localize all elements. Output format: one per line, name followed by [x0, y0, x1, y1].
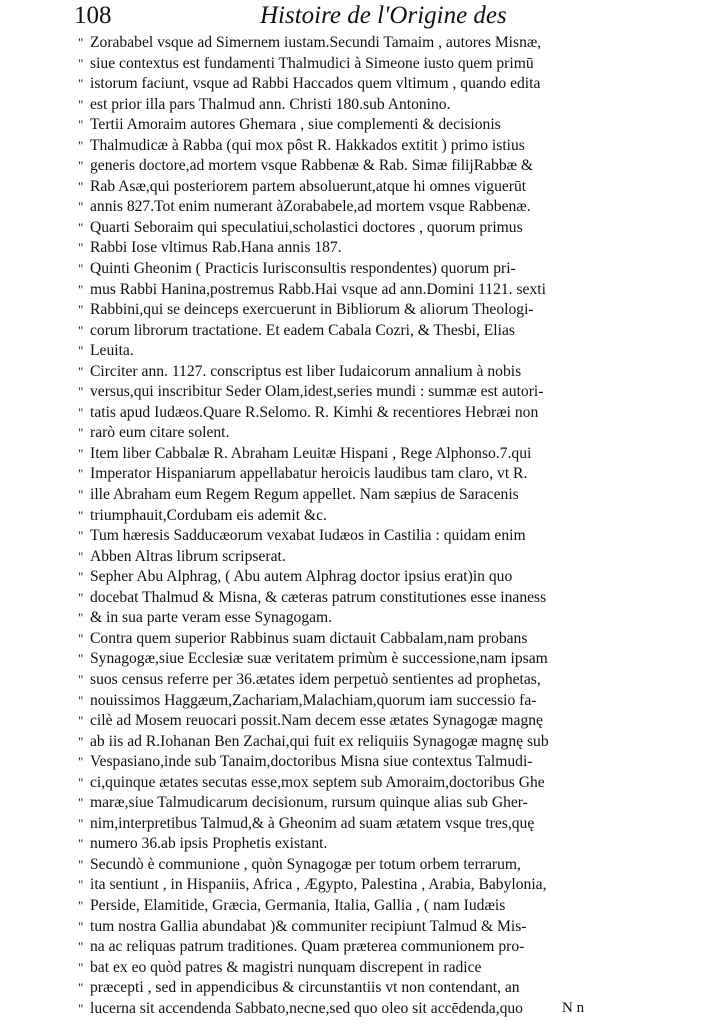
text-line: [78, 444, 618, 465]
text-line: [78, 423, 618, 444]
text-line: [78, 834, 618, 855]
line-text: Rabbini,qui se deinceps exercuerunt in Bibliorum & aliorum Theologi-: [90, 301, 534, 319]
quote-mark: ": [78, 630, 84, 646]
text-line: [78, 136, 618, 157]
quote-mark: ": [78, 939, 84, 955]
text-line: [78, 74, 618, 95]
page-number: 108: [74, 2, 112, 29]
line-text: ille Abraham eum Regem Regum appellet. Nam sæpius de Saracenis: [90, 486, 519, 504]
text-line: [78, 752, 618, 773]
text-line: [78, 958, 618, 979]
quote-mark: ": [78, 425, 84, 441]
quote-mark: ": [78, 877, 84, 893]
quote-mark: ": [78, 219, 84, 235]
text-line: [78, 793, 618, 814]
line-text: nim,interpretibus Talmud,& à Gheonim ad suam ætatem vsque tres,quę: [90, 814, 535, 832]
text-line: [78, 259, 618, 280]
text-line: [78, 567, 618, 588]
quote-mark: ": [78, 589, 84, 605]
text-line: [78, 95, 618, 116]
line-text: tum nostra Gallia abundabat )& communiter recipiunt Talmud & Mis-: [90, 917, 527, 935]
quote-mark: ": [78, 343, 84, 359]
quote-mark: ": [78, 569, 84, 585]
text-line: [78, 218, 618, 239]
line-text: maræ,siue Talmudicarum decisionum, rursum quinque alias sub Gher-: [90, 794, 528, 812]
line-text: istorum faciunt, vsque ad Rabbi Haccados quem vltimum , quando edita: [90, 75, 541, 93]
text-line: [78, 177, 618, 198]
line-text: Tum hæresis Sadducæorum vexabat Iudæos in Castilia : quidam enim: [90, 527, 526, 545]
text-line: [78, 547, 618, 568]
quote-mark: ": [78, 507, 84, 523]
quote-mark: ": [78, 959, 84, 975]
text-line: [78, 54, 618, 75]
quote-mark: ": [78, 35, 84, 50]
line-text: bat ex eo quòd patres & magistri nunquam discrepent in radice: [90, 958, 482, 976]
text-line: [78, 691, 618, 712]
line-text: mus Rabbi Hanina,postremus Rabb.Hai vsque ad ann.Domini 1121. sexti: [90, 280, 546, 298]
text-line: [78, 362, 618, 383]
line-text: Quarti Seboraim qui speculatiui,scholastici doctores , quorum primus: [90, 218, 523, 236]
text-line: [78, 115, 618, 136]
line-text: Vespasiano,inde sub Tanaim,doctoribus Misna siue contextus Talmudi-: [90, 753, 533, 771]
line-text: Contra quem superior Rabbinus suam dictauit Cabbalam,nam probans: [90, 629, 528, 647]
line-text: corum librorum tractatione. Et eadem Cabala Cozri, & Thesbi, Elias: [90, 321, 515, 339]
quote-mark: ": [78, 733, 84, 749]
text-line: [78, 403, 618, 424]
body-text: [78, 33, 618, 1019]
text-line: [78, 485, 618, 506]
text-line: [78, 506, 618, 527]
text-line: [78, 999, 618, 1020]
line-text: est prior illa pars Thalmud ann. Christi 180.sub Antonino.: [90, 95, 451, 113]
line-text: versus,qui inscribitur Seder Olam,idest,series mundi : summæ est autori-: [90, 383, 544, 401]
text-line: [78, 875, 618, 896]
text-line: [78, 732, 618, 753]
quote-mark: ": [78, 795, 84, 811]
text-line: [78, 773, 618, 794]
quote-mark: ": [78, 610, 84, 626]
quote-mark: ": [78, 466, 84, 482]
quote-mark: ": [78, 384, 84, 400]
text-line: [78, 321, 618, 342]
text-line: [78, 608, 618, 629]
quote-mark: ": [78, 55, 84, 71]
text-line: [78, 588, 618, 609]
line-text: docebat Thalmud & Misna, & cæteras patrum constitutiones esse inaness: [90, 588, 547, 606]
text-line: [78, 814, 618, 835]
text-line: [78, 937, 618, 958]
line-text: Quinti Gheonim ( Practicis Iurisconsultis respondentes) quorum pri-: [90, 260, 516, 278]
quote-mark: ": [78, 671, 84, 687]
line-text: Zorababel vsque ad Simernem iustam.Secundi Tamaim , autores Misnæ,: [90, 34, 542, 51]
line-text: numero 36.ab ipsis Prophetis existant.: [90, 835, 328, 853]
line-text: Thalmudicæ à Rabba (qui mox pôst R. Hakkados extitit ) primo istius: [90, 136, 525, 154]
quote-mark: ": [78, 261, 84, 277]
line-text: suos census referre per 36.ætates idem perpetuò sentientes ad prophetas,: [90, 670, 541, 688]
quote-mark: ": [78, 158, 84, 174]
quote-mark: ": [78, 363, 84, 379]
line-text: præcepti , sed in appendicibus & circunstantiis vt non contendant, an: [90, 979, 520, 997]
quote-mark: ": [78, 281, 84, 297]
quote-mark: ": [78, 548, 84, 564]
quote-mark: ": [78, 651, 84, 667]
line-text: triumphauit,Cordubam eis ademit &c.: [90, 506, 327, 524]
text-line: [78, 33, 618, 54]
text-line: [78, 280, 618, 301]
quote-mark: ": [78, 302, 84, 318]
text-line: [78, 156, 618, 177]
quote-mark: ": [78, 918, 84, 934]
line-text: ab iis ad R.Iohanan Ben Zachai,qui fuit ex reliquiis Synagogæ magnę sub: [90, 732, 549, 750]
text-line: [78, 896, 618, 917]
line-text: na ac reliquas patrum traditiones. Quam præterea communionem pro-: [90, 938, 525, 956]
line-text: Tertii Amoraim autores Ghemara , siue complementi & decisionis: [90, 116, 501, 134]
quote-mark: ": [78, 487, 84, 503]
line-text: Sepher Abu Alphrag, ( Abu autem Alphrag doctor ipsius erat)in quo: [90, 568, 513, 586]
line-text: ci,quinque ætates secutas esse,mox septem sub Amoraim,doctoribus Ghe: [90, 773, 545, 791]
line-text: & in sua parte veram esse Synagogam.: [90, 609, 333, 627]
line-text: Imperator Hispaniarum appellabatur heroicis laudibus tam claro, vt R.: [90, 465, 528, 483]
line-text: Perside, Elamitide, Græcia, Germania, Italia, Gallia , ( nam Iudæis: [90, 896, 506, 914]
line-text: siue contextus est fundamenti Thalmudici à Simeone iusto quem primū: [90, 54, 534, 72]
text-line: [78, 341, 618, 362]
quote-mark: ": [78, 76, 84, 92]
line-text: Secundò è communione , quòn Synagogæ per totum orbem terrarum,: [90, 855, 521, 873]
text-line: [78, 711, 618, 732]
quote-mark: ": [78, 322, 84, 338]
line-text: Leuita.: [90, 342, 134, 360]
line-text: Rab Asæ,qui posteriorem partem absoluerunt,atque hi omnes viguerūt: [90, 177, 527, 195]
quote-mark: ": [78, 117, 84, 133]
line-text: generis doctore,ad mortem vsque Rabbenæ & Rab. Simæ filijRabbæ &: [90, 157, 534, 175]
line-text: nouissimos Haggæum,Zachariam,Malachiam,quorum iam successio fa-: [90, 691, 537, 709]
text-line: [78, 855, 618, 876]
line-text: Circiter ann. 1127. conscriptus est liber Iudaicorum annalium à nobis: [90, 362, 522, 380]
line-text: cilè ad Mosem reuocari possit.Nam decem esse ætates Synagogæ magnę: [90, 712, 543, 730]
quote-mark: ": [78, 897, 84, 913]
quote-mark: ": [78, 713, 84, 729]
running-title: Histoire de l'Origine des: [260, 2, 507, 29]
line-text: Abben Altras librum scripserat.: [90, 547, 286, 565]
quote-mark: ": [78, 445, 84, 461]
line-text: rarò eum citare solent.: [90, 424, 230, 442]
line-text: Synagogæ,siue Ecclesiæ suæ veritatem primùm è successione,nam ipsam: [90, 650, 548, 668]
text-line: [78, 382, 618, 403]
quote-mark: ": [78, 137, 84, 153]
quote-mark: ": [78, 1000, 84, 1016]
text-line: [78, 629, 618, 650]
line-text: ita sentiunt , in Hispaniis, Africa , Ægypto, Palestina , Arabia, Babylonia,: [90, 876, 547, 894]
page-header: [74, 2, 634, 32]
line-text: Item liber Cabbalæ R. Abraham Leuitæ Hispani , Rege Alphonso.7.qui: [90, 444, 532, 462]
quote-mark: ": [78, 774, 84, 790]
text-line: [78, 526, 618, 547]
quote-mark: ": [78, 199, 84, 215]
quote-mark: ": [78, 856, 84, 872]
line-text: Rabbi Iose vltimus Rab.Hana annis 187.: [90, 239, 342, 257]
text-line: [78, 300, 618, 321]
text-line: [78, 464, 618, 485]
quote-mark: ": [78, 96, 84, 112]
quote-mark: ": [78, 836, 84, 852]
quote-mark: ": [78, 980, 84, 996]
line-text: lucerna sit accendenda Sabbato,necne,sed quo oleo sit accēdenda,quo: [90, 999, 523, 1017]
quote-mark: ": [78, 240, 84, 256]
text-line: [78, 978, 618, 999]
line-text: tatis apud Iudæos.Quare R.Selomo. R. Kimhi & recentiores Hebræi non: [90, 403, 539, 421]
text-line: [78, 238, 618, 259]
catchword: N n: [562, 1000, 585, 1016]
text-line: [78, 917, 618, 938]
quote-mark: ": [78, 815, 84, 831]
quote-mark: ": [78, 692, 84, 708]
text-line: [78, 670, 618, 691]
quote-mark: ": [78, 404, 84, 420]
quote-mark: ": [78, 528, 84, 544]
quote-mark: ": [78, 178, 84, 194]
text-line: [78, 197, 618, 218]
quote-mark: ": [78, 754, 84, 770]
text-line: [78, 649, 618, 670]
line-text: annis 827.Tot enim numerant àZorababele,ad mortem vsque Rabbenæ.: [90, 198, 531, 216]
